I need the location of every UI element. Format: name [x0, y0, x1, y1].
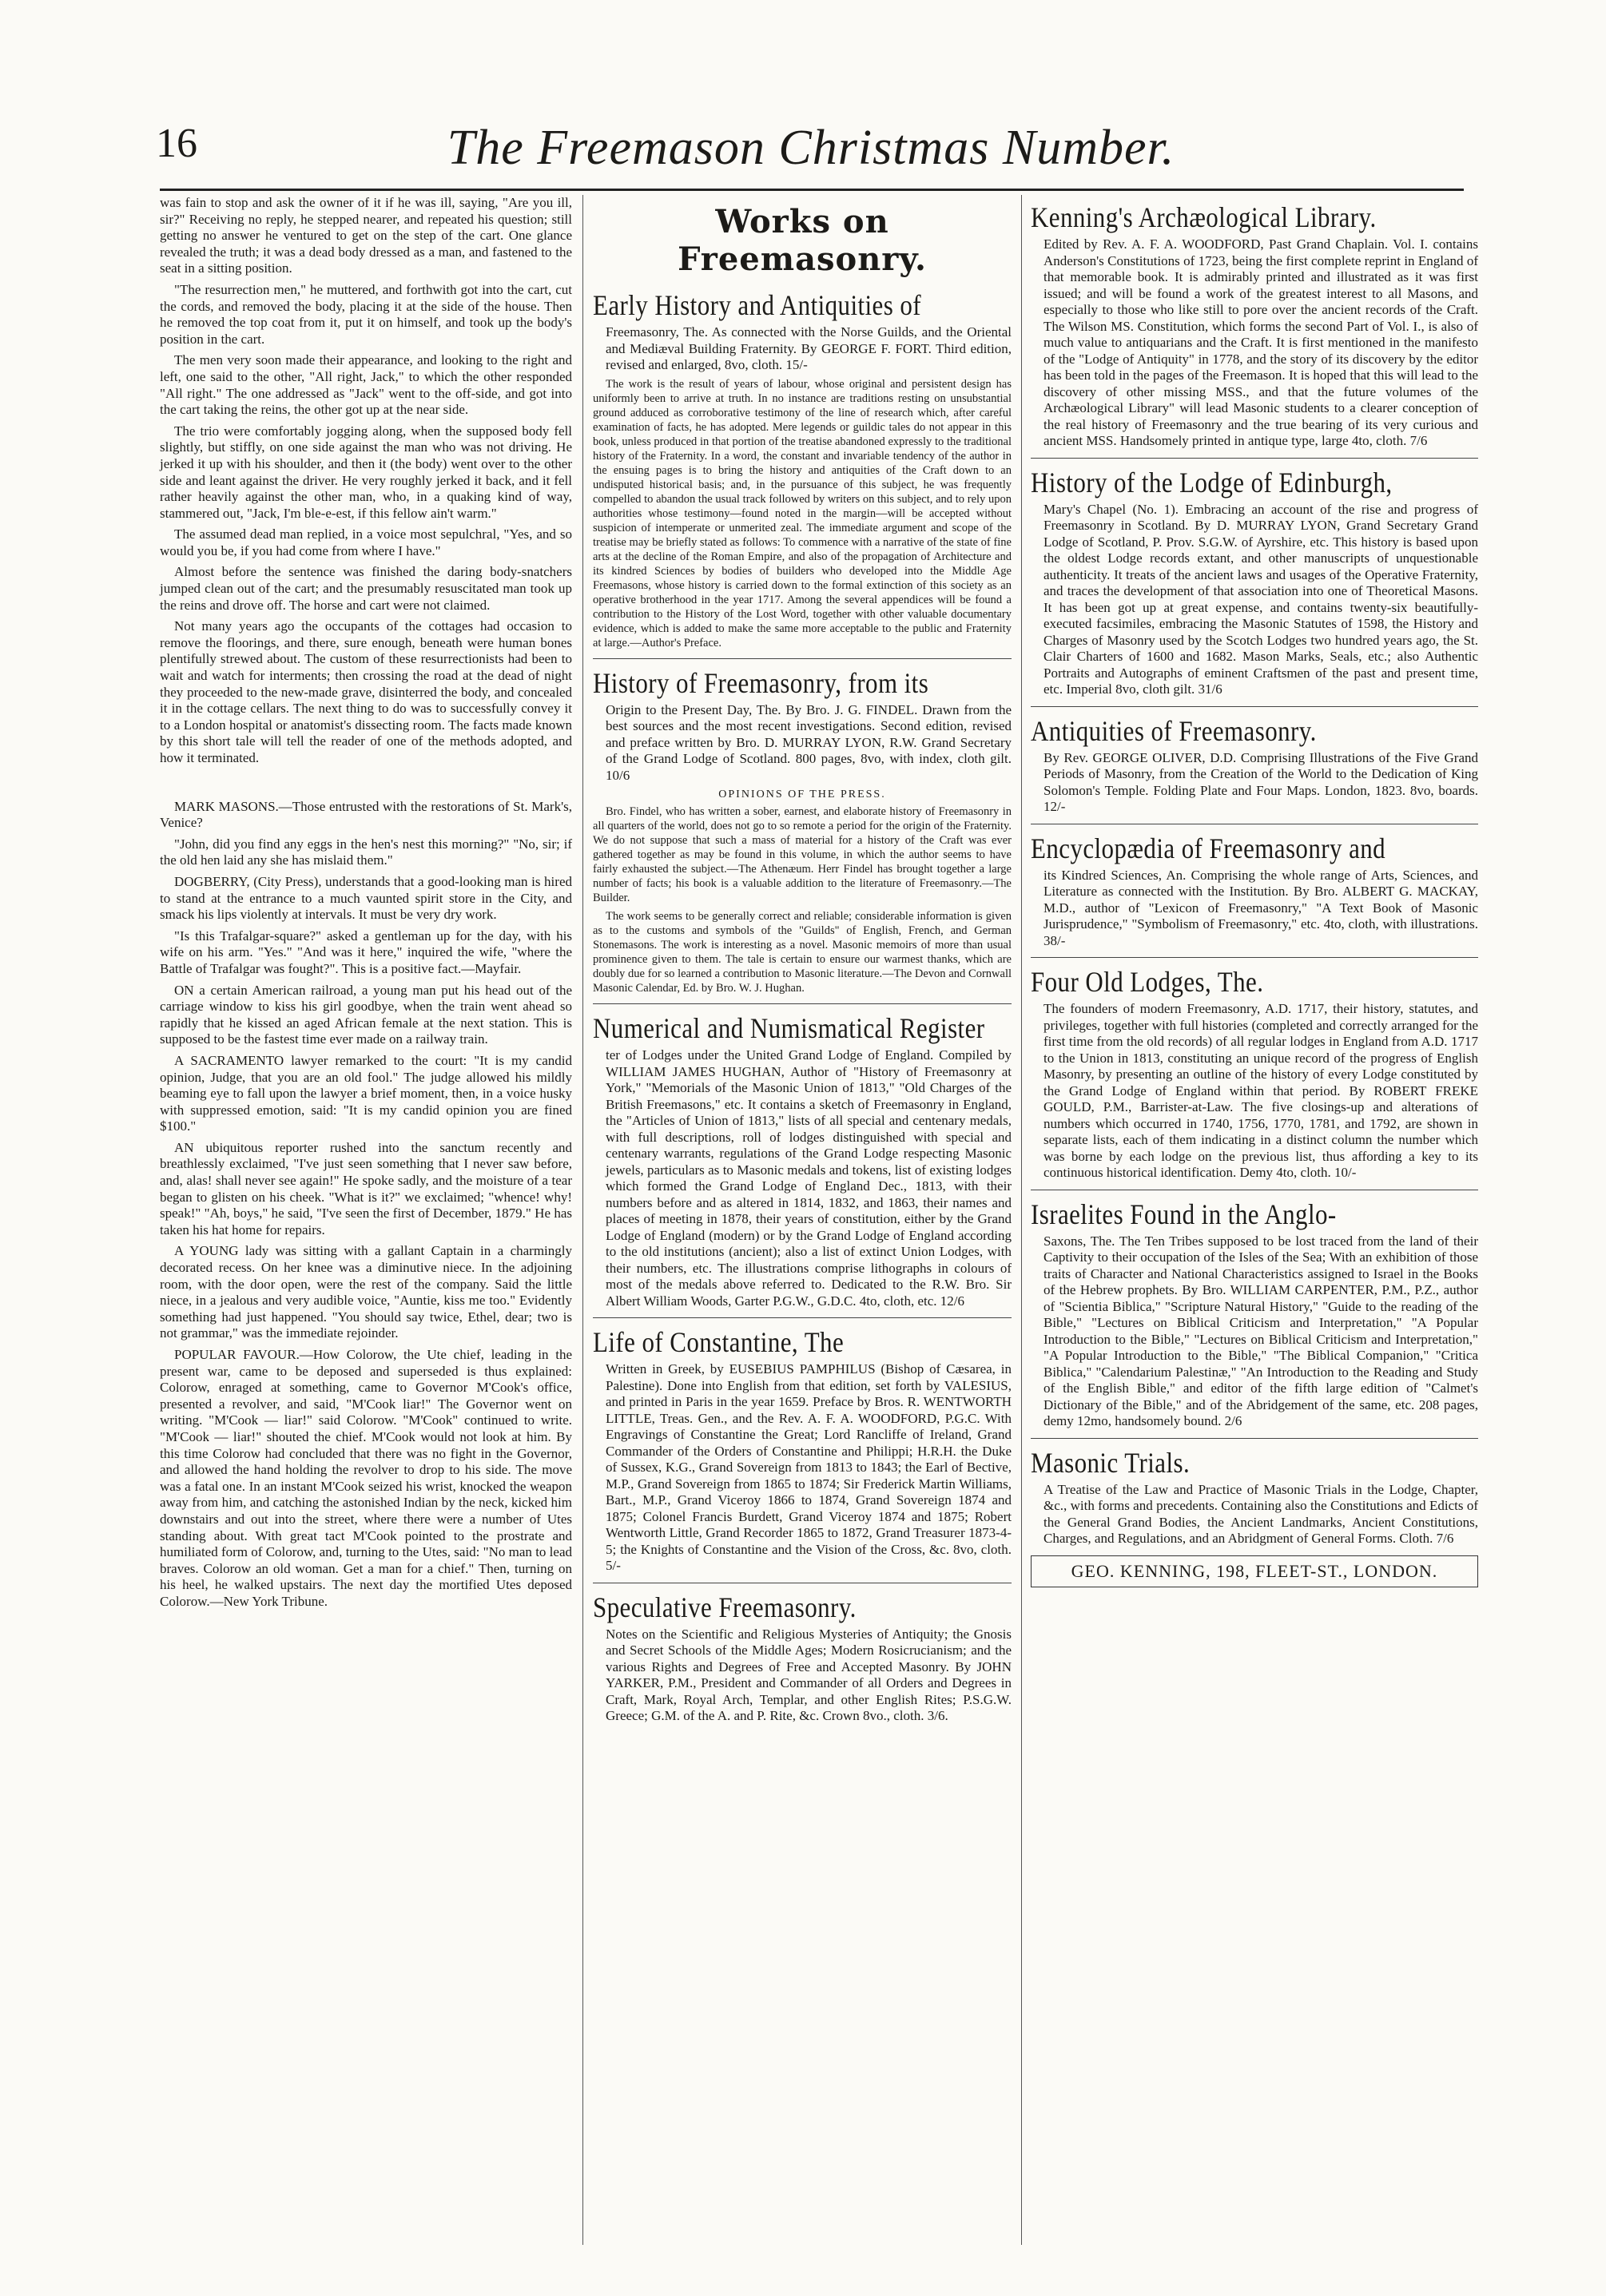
- paragraph: "The resurrection men," he muttered, and forthwith got into the cart, cut the cords, and removed the body, placing it at the side of the house. Then he removed the top coat from it, put it on himself, and took up the body's position in the cart.: [160, 281, 572, 347]
- anecdote: "John, did you find any eggs in the hen's nest this morning?" "No, sir; if the old hen laid any she has mislaid them.": [160, 836, 572, 868]
- book-title: Antiquities of Freemasonry.: [1031, 714, 1317, 747]
- book-listing: [1031, 1198, 1478, 1430]
- paragraph: The assumed dead man replied, in a voice most sepulchral, "Yes, and so would you be, if you had come from where I have.": [160, 526, 572, 558]
- book-title: Kenning's Archæological Library.: [1031, 201, 1377, 233]
- book-description: Mary's Chapel (No. 1). Embracing an account of the rise and progress of Freemasonry in Scotland. By D. MURRAY LYON, Grand Secretary Grand Lodge of Scotland, P. Prov. S.G.W. of Ayrshire, etc. This history is based upon the oldest Lodge records extant, and other manuscripts of unquestionable authenticity. It treats of the ancient laws and usages of the Operative Fraternity, and traces the development of that association into one of Theoretical Masons. It has been got up at great expense, and contains twenty-six beautifully-executed facsimiles, embracing the Masonic Statutes of 1598, the History and Charges of Masonry used by the Scotch Lodges two hundred years ago, the St. Clair Charters of 1600 and 1682. Mason Marks, Seals, etc.; also Authentic Portraits and Autographs of eminent Craftsmen of the past and present time, etc. Imperial 8vo, cloth gilt. 31/6: [1044, 501, 1478, 697]
- divider: [1031, 458, 1478, 459]
- anecdotes: [160, 799, 572, 1611]
- divider: [1031, 706, 1478, 707]
- book-title: Encyclopædia of Freemasonry and: [1031, 832, 1386, 864]
- book-title: Four Old Lodges, The.: [1031, 966, 1264, 998]
- book-listing: [1031, 467, 1478, 698]
- book-review: Bro. Findel, who has written a sober, earnest, and elaborate history of Freemasonry in all quarters of the world, does not go to so remote a period for the origin of the Fraternity. We do not suppose that such a mass of material for a history of the Craft was ever gathered together as may be found in this volume, in which the author seems to have fairly exhausted the subject.—The Athenæum. Herr Findel has brought together a large number of facts; his book is a valuable addition to the literature of Freemasonry.—The Builder.: [593, 805, 1012, 904]
- book-title: Israelites Found in the Anglo-: [1031, 1198, 1337, 1230]
- book-listing: [593, 1012, 1012, 1309]
- divider: [593, 1003, 1012, 1004]
- book-description: Written in Greek, by EUSEBIUS PAMPHILUS (Bishop of Cæsarea, in Palestine). Done into English from that edition, set forth by VALESIUS, and printed in Paris in the year 1659. Preface by Bros. R. WENTWORTH LITTLE, Treas. Gen., and the Rev. A. F. A. WOODFORD, P.G.C. With Engravings of Constantine the Great; Lord Rancliffe of Ireland, Grand Commander of the Orders of Constantine and Philippi; H.R.H. the Duke of Sussex, K.G., Grand Sovereign from 1813 to 1843; the Earl of Bective, M.P., Grand Sovereign from 1865 to 1874; Sir Frederick Martin Williams, Bart., M.P., Grand Viceroy 1866 to 1874, Grand Sovereign 1874 and 1875; Colonel Francis Burdett, Grand Viceroy 1874 and 1875; Robert Wentworth Little, Grand Recorder 1865 to 1872, Grand Treasurer 1873-4-5; the Knights of Constantine and the Vision of the Cross, &c. 8vo, cloth. 5/-: [606, 1361, 1012, 1573]
- paragraph: Not many years ago the occupants of the cottages had occasion to remove the floorings, and there, sure enough, beneath were human bones plentifully strewed about. The custom of these resurrectionists had been to wait and watch for interments; then crossing the road at the dead of night they proceeded to the new-made grave, disinterred the body, and concealed it in the cottage cellars. The next thing to do was to successfully convey it to a London hospital or anatomist's dissecting room. The facts made known by this short tale will tell the reader of one of the methods adopted, and how it terminated.: [160, 618, 572, 765]
- section-title: Works on Freemasonry.: [678, 203, 927, 278]
- divider: [593, 658, 1012, 659]
- running-title: The Freemason Christmas Number.: [447, 121, 1175, 175]
- book-listing: [593, 667, 1012, 996]
- book-listing: [1031, 832, 1478, 950]
- column-left: [160, 195, 572, 1615]
- column-right: [1031, 195, 1478, 1587]
- section-gap: [160, 772, 572, 799]
- divider: [593, 1317, 1012, 1318]
- book-listing: [593, 1591, 1012, 1725]
- book-listing: [1031, 201, 1478, 450]
- paragraph: was fain to stop and ask the owner of it if he was ill, saying, "Are you ill, sir?" Receiving no reply, he stepped nearer, and repeated his question; still getting no answer he ventured to get on the step of the cart. One glance revealed the truth; it was a dead body dressed as a man, and fastened to the seat in a sitting position.: [160, 195, 572, 276]
- header-rule: [160, 189, 1464, 191]
- divider: [1031, 957, 1478, 958]
- book-listing: [593, 289, 1012, 650]
- anecdote: DOGBERRY, (City Press), understands that a good-looking man is hired to stand at the entrance to a much vaunted spirit store in the City, and smack his lips violently at intervals. It must be very dry work.: [160, 873, 572, 923]
- book-description: The founders of modern Freemasonry, A.D. 1717, their history, statutes, and privileges, together with full histories (completed and correctly arranged for the first time from the old records) of all regular lodges in England from A.D. 1717 to the Union in 1813, constituting an unique record of the progress of English Masonry, by presenting an outline of the history of every Lodge constituted by the Grand Lodge of England within that period. By ROBERT FREKE GOULD, P.M., Barrister-at-Law. The five closings-up and alterations of numbers which occurred in 1740, 1756, 1770, 1781, and 1792, are shown in separate lists, each of them indicating in a distinct column the number which was borne by each lodge on the previous list, thus affording a key to its continuous historical identification. Demy 4to, cloth. 10/-: [1044, 1001, 1478, 1180]
- book-listing: [593, 1326, 1012, 1575]
- anecdote: ON a certain American railroad, a young man put his head out of the carriage window to kiss his girl goodbye, when the train went ahead so rapidly that he kissed an aged African female at the next station. This is supposed to be the fastest time ever made on a railway train.: [160, 982, 572, 1047]
- story-continuation: [160, 195, 572, 767]
- anecdote: POPULAR FAVOUR.—How Colorow, the Ute chief, leading in the present war, came to be deposed and superseded is thus explained: Colorow, enraged at something, came to Governor M'Cook's office, presented a revolver, and said, "M'Cook liar!" The Governor went on writing. "M'Cook — liar!" said Colorow. "M'Cook" continued to write. "M'Cook — liar!" shouted the chief. M'Cook would not look at him. By this time Colorow had concluded that there was no fight in the Governor, and allowed the hand holding the revolver to drop to his side. The move was a fatal one. In an instant M'Cook seized his wrist, knocked the weapon away from him, and catching the astonished Indian by the neck, kicked him downstairs and out into the street, where there were a number of Utes standing about. With great tact M'Cook pointed to the prostrate and humiliated form of Colorow, and, turning to the Utes, said: "No man to lead braves. Colorow an old woman. Get a man for a chief." Then, turning on his heel, he walked upstairs. The next day the mortified Utes deposed Colorow.—New York Tribune.: [160, 1347, 572, 1609]
- book-review: The work is the result of years of labour, whose original and persistent design has uniformly been to arrive at truth. In no instance are traditions resting on unsubstantial ground adduced as corroborative testimony of the line of research which, after careful examination of facts, he has adopted. Mere legends or guildic tales do not appear in this book, unless produced in that portion of the treatise abandoned expressly to the traditional history of the Fraternity. In a word, the constant and invariable tendency of the author in the ensuing pages is to bring the history and antiquities of the Craft down to an undisputed historical basis; and, in the pursuance of this subject, he was frequently compelled to abandon the usual track followed by writers on this subject, and to rely upon authorities whose testimony—found noted in the margin—will be accepted without suspicion of intemperate or unmerited zeal. The immediate argument and scope of the treatise may be briefly stated as follows: To commence with a narrative of the state of fine arts at the decline of the Roman Empire, and also of the propagation of Architecture and its kindred Sciences by bodies of builders who developed into the Middle Age Freemasons, whose history is carried down to the formal extinction of this society as an operative brotherhood in the year 1717. Among the several appendices will be found a contribution to the History of the Lost Word, together with other valuable documentary evidence, which is added to make the same more acceptable to the public and Fraternity at large.—Author's Preface.: [593, 377, 1012, 649]
- column-divider: [582, 195, 583, 2245]
- book-title: History of the Lodge of Edinburgh,: [1031, 466, 1393, 499]
- divider: [1031, 1438, 1478, 1439]
- anecdote: A YOUNG lady was sitting with a gallant Captain in a charmingly decorated recess. On her knee was a diminutive niece. In the adjoining room, with the door open, were the rest of the company. Said the little niece, in a jealous and very audible voice, "Auntie, kiss me too." Evidently something had just happened. "You should say twice, Ethel, dear; two is not grammar," was the immediate rejoinder.: [160, 1243, 572, 1341]
- column-middle: [593, 195, 1012, 1728]
- book-listing: [1031, 966, 1478, 1182]
- book-review: The work seems to be generally correct and reliable; considerable information is given as to the customs and symbols of the "Guilds" of English, French, and German Stonemasons. The work is interesting as a novel. Masonic memoirs of more than usual prominence given to them. The tale is certain to ensure our warmest thanks, which are doubly due for so learned a contribution to Masonic literature.—The Devon and Cornwall Masonic Calendar, Ed. by Bro. W. J. Hughan.: [593, 910, 1012, 995]
- book-description: ter of Lodges under the United Grand Lodge of England. Compiled by WILLIAM JAMES HUGHAN, Author of "History of Freemasonry at York," "Memorials of the Masonic Union of 1813," "Old Charges of the British Freemasons," etc. It contains a sketch of Freemasonry in England, the "Articles of Union of 1813," lists of all special and centenary medals, with full descriptions, roll of lodges distinguished with special and centenary warrants, regulations of the Grand Lodge respecting Masonic jewels, particulars as to Masonic medals and tokens, list of existing lodges which formed the Grand Lodge of England Dec., 1813, with their numbers before and as altered in 1814, 1832, and 1863, their names and places of meeting in 1878, their years of constitution, either by the Grand Lodge of England (modern) or by the Grand Lodge of England according to the old institutions (ancient); also a list of extinct Union Lodges, with their numbers, etc. The illustrations comprise lithographs in colours of most of the medals above referred to. Dedicated to the R.W. Bro. Sir Albert William Woods, Garter P.G.W., G.D.C. 4to, cloth, etc. 12/6: [606, 1047, 1012, 1309]
- book-description: Notes on the Scientific and Religious Mysteries of Antiquity; the Gnosis and Secret Schools of the Middle Ages; Modern Rosicrucianism; and the various Rights and Degrees of Free and Accepted Masonry. By JOHN YARKER, P.M., President and Commander of all Orders and Degrees in Craft, Mark, Royal Arch, Templar, and other English Rites; P.S.G.W. Greece; G.M. of the A. and P. Rite, &c. Crown 8vo., cloth. 3/6.: [606, 1626, 1012, 1723]
- page-number: 16: [156, 121, 197, 166]
- book-description: its Kindred Sciences, An. Comprising the whole range of Arts, Sciences, and Literature as connected with the Institution. By Bro. ALBERT G. MACKAY, M.D., author of "Lexicon of Freemasonry," "A Text Book of Masonic Jurisprudence," "Symbolism of Freemasonry," etc. 4to, cloth, with illustrations. 38/-: [1044, 867, 1478, 948]
- book-title: Early History and Antiquities of: [593, 289, 922, 321]
- column-divider: [1021, 195, 1022, 2245]
- publisher-imprint: GEO. KENNING, 198, FLEET-ST., LONDON.: [1031, 1555, 1478, 1587]
- paragraph: Almost before the sentence was finished the daring body-snatchers jumped clean out of the cart; and the presumably resuscitated man took up the reins and drove off. The horse and cart were not claimed.: [160, 564, 572, 613]
- book-listing: [1031, 715, 1478, 816]
- book-description: Edited by Rev. A. F. A. WOODFORD, Past Grand Chaplain. Vol. I. contains Anderson's Constitutions of 1723, being the first complete reprint in England of that memorable book. It is admirably printed and illustrated as it was first issued; and will be found a work of the greatest interest to all Masons, and especially to those who like still to pore over the ancient records of the Craft. The Wilson MS. Constitution, which forms the second Part of Vol. I., is also of much value to antiquarians and the Craft. It is first mentioned in the manifesto of the "Lodge of Antiquity" in 1778, and the story of its discovery by the editor has been told in the pages of the Freemason. It is hoped that this will lead to the discovery of other missing MSS., and that the future volumes of the Archæological Library" will lead Masonic students to a clearer conception of the real history of Freemasonry and the true bearing of its very curious and ancient MSS. Handsomely printed in antique type, large 4to, cloth. 7/6: [1044, 236, 1478, 448]
- book-title: Masonic Trials.: [1031, 1446, 1191, 1479]
- paragraph: The trio were comfortably jogging along, when the supposed body fell slightly, but stiffly, on one side against the man who was not driving. He jerked it up with his shoulder, and then it (the body) went over to the other side and leant against the driver. He very roughly jerked it back, and it fell rather heavily against the other man, who, in a quaking kind of way, stammered out, "Jack, I'm ble-e-est, if this fellow ain't warm.": [160, 423, 572, 521]
- book-description: Freemasonry, The. As connected with the Norse Guilds, and the Oriental and Mediæval Building Fraternity. By GEORGE F. FORT. Third edition, revised and enlarged, 8vo, cloth. 15/-: [606, 324, 1012, 372]
- paragraph: The men very soon made their appearance, and looking to the right and left, one said to the other, "All right, Jack," to which the other responded "All right." The one addressed as "Jack" went to the off-side, and got into the cart taking the reins, the other got up at the near side.: [160, 352, 572, 418]
- anecdote: "Is this Trafalgar-square?" asked a gentleman up for the day, with his wife on his arm. "Yes." "And was it here," inquired the wife, "where the Battle of Trafalgar was fought?". This is a positive fact.—Mayfair.: [160, 928, 572, 976]
- book-description: By Rev. GEORGE OLIVER, D.D. Comprising Illustrations of the Five Grand Periods of Masonry, from the Creation of the World to the Dedication of King Solomon's Temple. Folding Plate and Four Maps. London, 1823. 8vo, boards. 12/-: [1044, 749, 1478, 814]
- anecdote: A SACRAMENTO lawyer remarked to the court: "It is my candid opinion, Judge, that you are an old fool." The judge allowed his mildly beaming eye to fall upon the lawyer a brief moment, then, in a voice husky with suppressed emotion, said: "It is my candid opinion you are fined $100.": [160, 1052, 572, 1134]
- book-description: A Treatise of the Law and Practice of Masonic Trials in the Lodge, Chapter, &c., with forms and precedents. Containing also the Constitutions and Edicts of the General Grand Bodies, the Ancient Landmarks, Ancient Constitutions, Charges, and Regulations, and an Abridgment of General Forms. Cloth. 7/6: [1044, 1481, 1478, 1546]
- opinions-heading: OPINIONS OF THE PRESS.: [718, 789, 886, 800]
- book-description: Saxons, The. The Ten Tribes supposed to be lost traced from the land of their Captivity to their occupation of the Isles of the Sea; With an exhibition of those traits of Character and National Characteristics assigned to Israel in the Books of the Hebrew prophets. By Bro. WILLIAM CARPENTER, P.M., P.Z., author of "Scientia Biblica," "Scripture Natural History," "Guide to the reading of the Bible," "Lectures on Biblical Criticism and Interpretation," "A Popular Introduction to the Bible," "Lectures on Biblical Criticism and Interpretation," "A Popular Introduction to the Bible," "The Biblical Companion," "Critica Biblica," "Calendarium Palestinæ," "An Introduction to the Reading and Study of the English Bible," and editor of the fifth large edition of "Calmet's Dictionary of the Bible," and of the Abridgement of the same, etc. 208 pages, demy 12mo, handsomely bound. 2/6: [1044, 1233, 1478, 1428]
- page-header: [156, 120, 1466, 192]
- book-title: Speculative Freemasonry.: [593, 1591, 857, 1623]
- book-listing: [1031, 1447, 1478, 1547]
- book-title: Life of Constantine, The: [593, 1326, 845, 1358]
- anecdote: MARK MASONS.—Those entrusted with the restorations of St. Mark's, Venice?: [160, 798, 572, 831]
- book-title: History of Freemasonry, from its: [593, 666, 929, 699]
- book-title: Numerical and Numismatical Register: [593, 1012, 985, 1044]
- anecdote: AN ubiquitous reporter rushed into the sanctum recently and breathlessly exclaimed, "I've just seen something that I never saw before, and, alas! shall never see again!" He spoke sadly, and the moisture of a tear began to glisten on his cheek. "What is it?" we exclaimed; "whence! why! speak!" "Ah, boys," he said, "I've seen the first of December, 1879." He has taken his hat home for repairs.: [160, 1139, 572, 1237]
- book-description: Origin to the Present Day, The. By Bro. J. G. FINDEL. Drawn from the best sources and the most recent investigations. Second edition, revised and preface written by Bro. D. MURRAY LYON, R.W. Grand Secretary of the Grand Lodge of Scotland. 800 pages, 8vo, with index, cloth gilt. 10/6: [606, 701, 1012, 783]
